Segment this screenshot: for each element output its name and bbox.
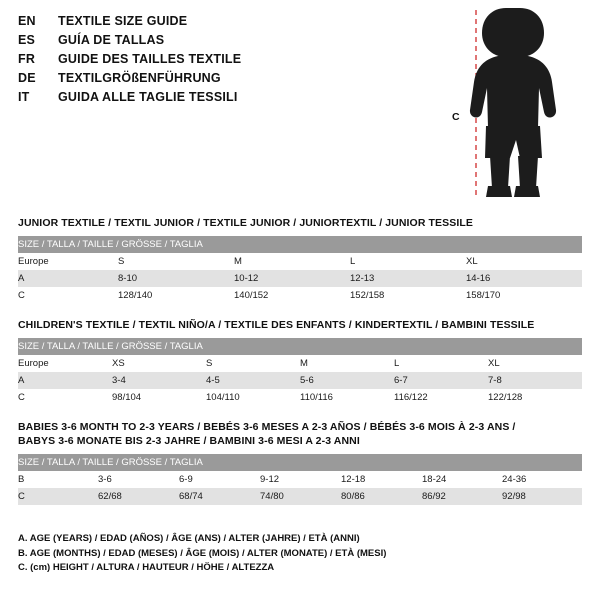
- language-code: ES: [18, 33, 36, 47]
- table-header-row: [18, 338, 582, 355]
- row-label: C: [18, 287, 118, 304]
- children-section-title: CHILDREN'S TEXTILE / TEXTIL NIÑO/A / TEXTILE DES ENFANTS / KINDERTEXTIL / BAMBINI TESSILE: [18, 319, 535, 331]
- size-header-label: SIZE / TALLA / TAILLE / GRÖSSE / TAGLIA: [18, 236, 582, 253]
- table-row: [18, 471, 582, 488]
- cell: 110/116: [300, 389, 394, 406]
- guide-title: GUIDE DES TAILLES TEXTILE: [58, 52, 242, 66]
- cell: 9-12: [260, 471, 341, 488]
- row-label: A: [18, 270, 118, 287]
- legend-block: [18, 532, 582, 576]
- cell: 152/158: [350, 287, 466, 304]
- row-label: Europe: [18, 253, 118, 270]
- cell: XS: [112, 355, 206, 372]
- cell: 68/74: [179, 488, 260, 505]
- cell: 18-24: [422, 471, 502, 488]
- child-silhouette-figure: [452, 6, 592, 201]
- cell: 3-6: [98, 471, 179, 488]
- cell: 116/122: [394, 389, 488, 406]
- cell: 80/86: [341, 488, 422, 505]
- header-row: [18, 33, 438, 52]
- row-label: B: [18, 471, 98, 488]
- cell: L: [394, 355, 488, 372]
- cell: XL: [466, 253, 582, 270]
- table-header-row: [18, 236, 582, 253]
- cell: 74/80: [260, 488, 341, 505]
- cell: 8-10: [118, 270, 234, 287]
- cell: 62/68: [98, 488, 179, 505]
- language-code: EN: [18, 14, 36, 28]
- row-label: A: [18, 372, 112, 389]
- cell: 128/140: [118, 287, 234, 304]
- language-code: IT: [18, 90, 30, 104]
- junior-size-table: [18, 236, 582, 304]
- table-header-row: [18, 454, 582, 471]
- cell: 10-12: [234, 270, 350, 287]
- size-header-label: SIZE / TALLA / TAILLE / GRÖSSE / TAGLIA: [18, 338, 582, 355]
- legend-line-a: A. AGE (YEARS) / EDAD (AÑOS) / ÂGE (ANS) / ALTER (JAHRE) / ETÀ (ANNI): [18, 533, 360, 544]
- cell: S: [118, 253, 234, 270]
- table-row: [18, 355, 582, 372]
- cell: 158/170: [466, 287, 582, 304]
- children-size-table: [18, 338, 582, 406]
- guide-title: TEXTILGRÖßENFÜHRUNG: [58, 71, 221, 85]
- table-row: [18, 389, 582, 406]
- row-label: C: [18, 389, 112, 406]
- cell: 5-6: [300, 372, 394, 389]
- junior-section-title: JUNIOR TEXTILE / TEXTIL JUNIOR / TEXTILE JUNIOR / JUNIORTEXTIL / JUNIOR TESSILE: [18, 217, 473, 229]
- header-row: [18, 90, 438, 109]
- cell: 92/98: [502, 488, 582, 505]
- table-row: [18, 287, 582, 304]
- cell: 14-16: [466, 270, 582, 287]
- table-row: [18, 488, 582, 505]
- babies-size-table: [18, 454, 582, 505]
- cell: 12-13: [350, 270, 466, 287]
- cell: 140/152: [234, 287, 350, 304]
- cell: 98/104: [112, 389, 206, 406]
- header-row: [18, 52, 438, 71]
- cell: 104/110: [206, 389, 300, 406]
- table-children: [18, 338, 582, 406]
- table-row: [18, 270, 582, 287]
- cell: M: [300, 355, 394, 372]
- babies-section-title: BABIES 3-6 MONTH TO 2-3 YEARS / BEBÉS 3-6 MESES A 2-3 AÑOS / BÉBÉS 3-6 MOIS À 2-3 ANS / BABYS 3-6 MONATE BIS 2-3 JAHRE / BAMBINI 3-6 MESI A 2-3 ANNI: [18, 421, 516, 447]
- cell: 6-9: [179, 471, 260, 488]
- cell: 24-36: [502, 471, 582, 488]
- table-junior: [18, 236, 582, 304]
- language-code: DE: [18, 71, 36, 85]
- table-row: [18, 253, 582, 270]
- cell: 122/128: [488, 389, 582, 406]
- cell: S: [206, 355, 300, 372]
- cell: 3-4: [112, 372, 206, 389]
- header-language-block: [18, 14, 438, 109]
- table-babies: [18, 454, 582, 505]
- row-label: C: [18, 488, 98, 505]
- child-silhouette-icon: [452, 6, 592, 201]
- cell: 6-7: [394, 372, 488, 389]
- guide-title: GUÍA DE TALLAS: [58, 33, 165, 47]
- cell: L: [350, 253, 466, 270]
- cell: M: [234, 253, 350, 270]
- cell: XL: [488, 355, 582, 372]
- language-code: FR: [18, 52, 36, 66]
- size-header-label: SIZE / TALLA / TAILLE / GRÖSSE / TAGLIA: [18, 454, 582, 471]
- header-row: [18, 14, 438, 33]
- cell: 12-18: [341, 471, 422, 488]
- legend-line-c: C. (cm) HEIGHT / ALTURA / HAUTEUR / HÖHE / ALTEZZA: [18, 562, 275, 573]
- legend-line-b: B. AGE (MONTHS) / EDAD (MESES) / ÂGE (MOIS) / ALTER (MONATE) / ETÀ (MESI): [18, 547, 387, 559]
- header-row: [18, 71, 438, 90]
- cell: 7-8: [488, 372, 582, 389]
- row-label: Europe: [18, 355, 112, 372]
- table-row: [18, 372, 582, 389]
- guide-title: TEXTILE SIZE GUIDE: [58, 14, 188, 28]
- cell: 4-5: [206, 372, 300, 389]
- cell: 86/92: [422, 488, 502, 505]
- height-measure-label: C: [452, 111, 460, 123]
- guide-title: GUIDA ALLE TAGLIE TESSILI: [58, 90, 238, 104]
